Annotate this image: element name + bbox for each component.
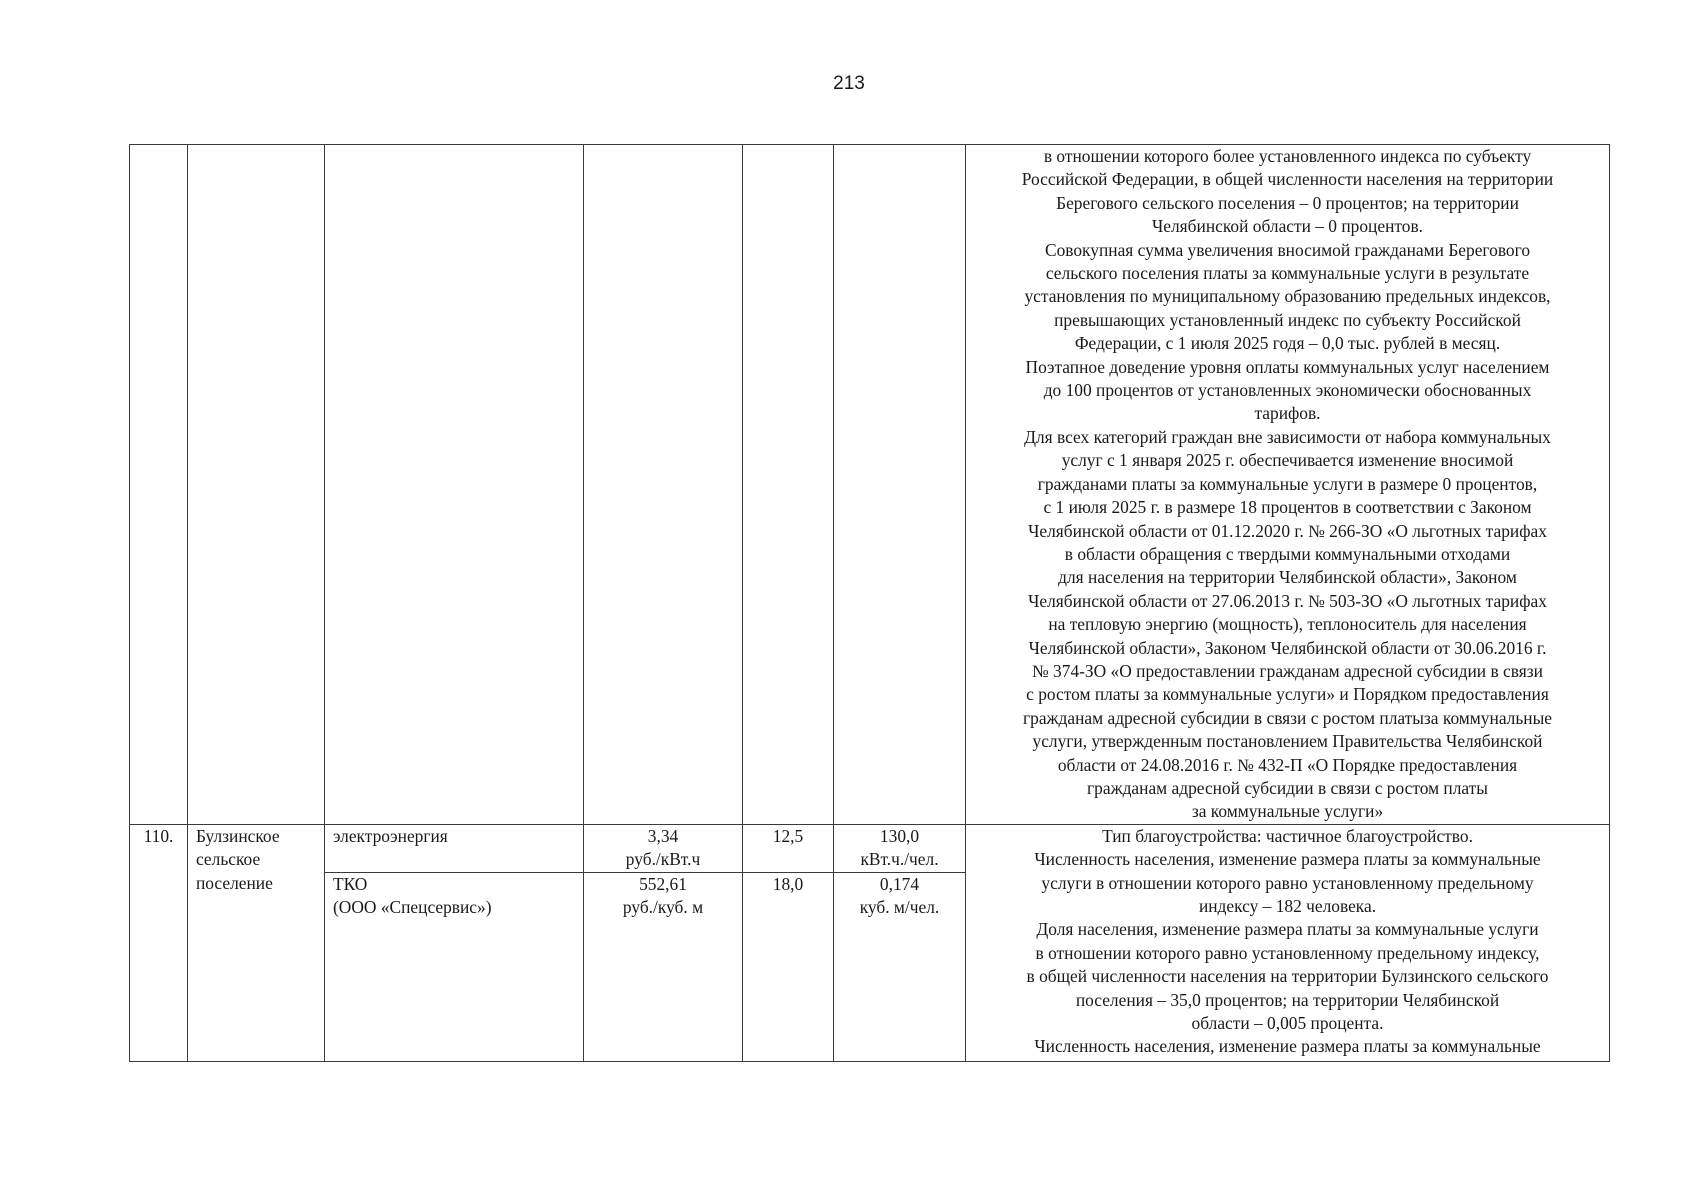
tariff-cell-2 xyxy=(584,872,743,1061)
norm-value: 130,0 кВт.ч./чел. xyxy=(860,825,939,870)
service-cell-2 xyxy=(325,872,584,1061)
continuation-description xyxy=(966,145,1610,825)
table-row xyxy=(130,824,1610,872)
cell-number-empty xyxy=(130,145,188,825)
settlement-name: Булзинское сельское поселение xyxy=(196,825,280,893)
row-number-cell xyxy=(130,824,188,1061)
percent-cell-1 xyxy=(743,824,834,872)
percent-value: 12,5 xyxy=(772,825,804,846)
tariff-cell-1 xyxy=(584,824,743,872)
tariff-table xyxy=(129,144,1610,1062)
tariff-value: 3,34 руб./кВт.ч xyxy=(625,825,701,870)
service-name: электроэнергия xyxy=(333,825,448,846)
cell-percent-empty xyxy=(743,145,834,825)
page-number: 213 xyxy=(833,73,865,94)
description-text: Тип благоустройства: частичное благоустройство. Численность населения, изменение размера платы за коммунальные услуги в отношении которого равно установленному предельному индексу – 182 человека. Доля населения, изменение размера платы за коммунальные услуги в отношении которого равно установленному предельному индексу, в общей численности населения на территории Булзинского сельского поселения – 35,0 процентов; на территории Челябинской области – 0,005 процента. Численность населения, изменение размера платы за коммунальные xyxy=(1026,825,1549,1057)
cell-settlement-empty xyxy=(188,145,325,825)
settlement-cell xyxy=(188,824,325,1061)
service-name: ТКО (ООО «Спецсервис») xyxy=(333,873,492,917)
row-number: 110. xyxy=(143,825,174,846)
tariff-value: 552,61 руб./куб. м xyxy=(622,873,704,917)
description-cell xyxy=(966,824,1610,1061)
cell-norm-empty xyxy=(834,145,966,825)
cell-service-empty xyxy=(325,145,584,825)
norm-cell-2 xyxy=(834,872,966,1061)
norm-value: 0,174 куб. м/чел. xyxy=(859,873,940,917)
percent-cell-2 xyxy=(743,872,834,1061)
percent-value: 18,0 xyxy=(772,873,804,894)
service-cell-1 xyxy=(325,824,584,872)
cell-tariff-empty xyxy=(584,145,743,825)
continuation-row xyxy=(130,145,1610,825)
norm-cell-1 xyxy=(834,824,966,872)
continuation-text: в отношении которого более установленного индекса по субъекту Российской Федерации, в общей численности населения на территории Берегового сельского поселения – 0 процентов; на территории Челябинской области – 0 процентов. Совокупная сумма увеличения вносимой гражданами Берегового сельского поселения платы за коммунальные услуги в результате установления по муниципальному образованию предельных индексов, превышающих установленный индекс по субъекту Российской Федерации, с 1 июля 2025 годя – 0,0 тыс. рублей в месяц. Поэтапное доведение уровня оплаты коммунальных услуг населением до 100 процентов от установленных экономически обоснованных тарифов. Для всех категорий граждан вне зависимости от набора коммунальных услуг с 1 января 2025 г. обеспечивается изменение вносимой гражданами платы за коммунальные услуги в размере 0 процентов, с 1 июля 2025 г. в размере 18 процентов в соответствии с Законом Челябинской области от 01.12.2020 г. № 266-ЗО «О льготных тарифах в области обращения с твердыми коммунальными отходами для населения на территории Челябинской области», Законом Челябинской области от 27.06.2013 г. № 503-ЗО «О льготных тарифах на тепловую энергию (мощность), теплоноситель для населения Челябинской области», Законом Челябинской области от 30.06.2016 г. № 374-ЗО «О предоставлении гражданам адресной субсидии в связи с ростом платы за коммунальные услуги» и Порядком предоставления гражданам адресной субсидии в связи с ростом платыза коммунальные услуги, утвержденным постановлением Правительства Челябинской области от 24.08.2016 г. № 432-П «О Порядке предоставления гражданам адресной субсидии в связи с ростом платы за коммунальные услуги» xyxy=(1021,146,1554,822)
